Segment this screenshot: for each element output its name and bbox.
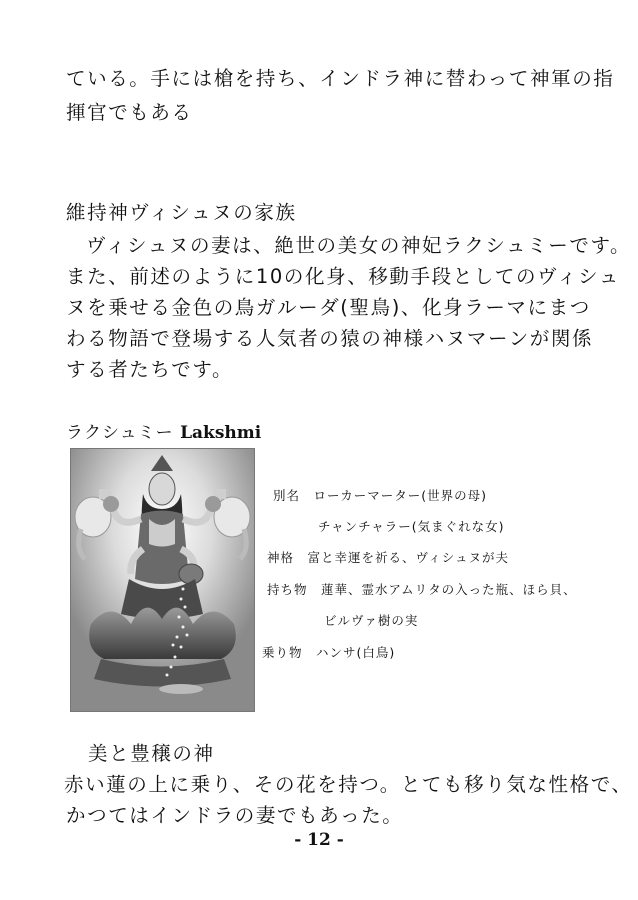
text-line: ヌを乗せる金色の鳥ガルーダ(聖鳥)、化身ラーマにまつ: [66, 296, 591, 319]
section-title: 維持神ヴィシュヌの家族: [66, 201, 297, 224]
info-attributes-2: ビルヴァ樹の実: [324, 613, 419, 628]
text-line: 赤い蓮の上に乗り、その花を持つ。とても移り気な性格で、: [64, 773, 633, 796]
info-vehicle: 乗り物 ハンサ(白鳥): [262, 645, 396, 660]
deity-name-en: Lakshmi: [180, 423, 262, 443]
text-line: わる物語で登場する人気者の猿の神様ハヌマーンが関係: [66, 327, 594, 350]
page-number: - 12 -: [294, 830, 344, 850]
lakshmi-illustration: [70, 448, 255, 712]
text-line: 揮官でもある: [66, 101, 193, 124]
text-line: ヴィシュヌの妻は、絶世の美女の神妃ラクシュミーです。: [86, 234, 632, 257]
text-line: かつてはインドラの妻でもあった。: [66, 804, 404, 827]
info-divinity: 神格 富と幸運を祈る、ヴィシュヌが夫: [267, 550, 510, 565]
text-line: また、前述のように10の化身、移動手段としてのヴィシュ: [66, 265, 620, 288]
deity-heading: [66, 418, 261, 443]
text-line: する者たちです。: [66, 358, 234, 381]
description-paragraph: [64, 738, 633, 831]
info-alias-2: チャンチャラー(気まぐれな女): [318, 519, 505, 534]
section-paragraph: [66, 230, 632, 385]
info-attributes: 持ち物 蓮華、霊水アムリタの入った瓶、ほら貝、: [267, 582, 577, 597]
text-line: 美と豊穣の神: [88, 742, 215, 765]
text-line: ている。手には槍を持ち、インドラ神に替わって神軍の指: [66, 67, 615, 90]
intro-paragraph: [66, 62, 615, 130]
info-alias: 別名 ローカーマーター(世界の母): [273, 488, 488, 503]
deity-name-jp: ラクシュミー: [66, 423, 174, 443]
